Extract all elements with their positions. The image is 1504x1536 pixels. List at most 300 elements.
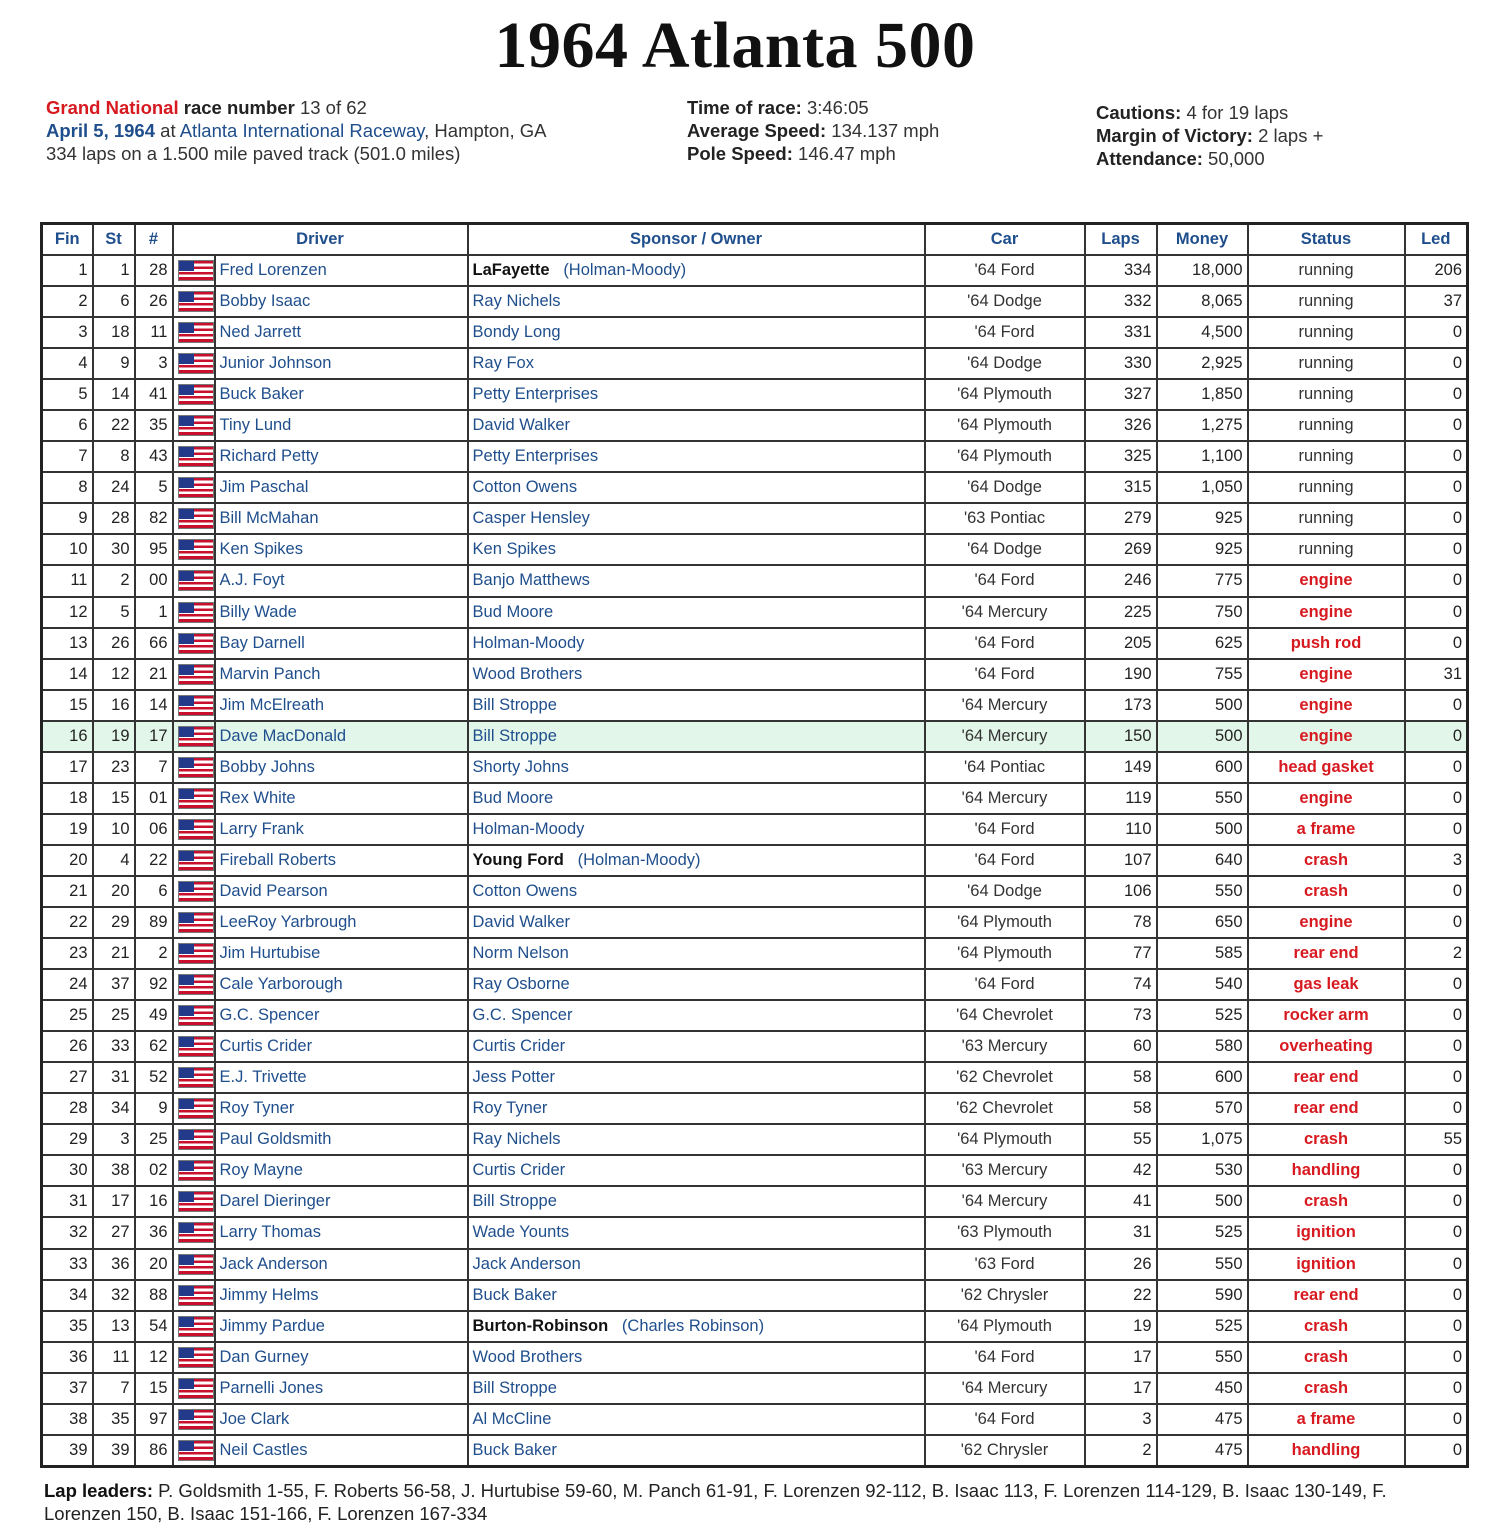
car-cell: '64 Plymouth <box>925 938 1085 969</box>
flag-cell <box>173 286 215 317</box>
status-cell: engine <box>1248 659 1405 690</box>
flag-cell <box>173 597 215 628</box>
sponsor-cell[interactable] <box>468 1373 925 1404</box>
us-flag-icon <box>178 664 214 685</box>
driver-link[interactable]: Billy Wade <box>215 597 468 628</box>
money-cell: 925 <box>1157 503 1248 534</box>
flag-cell <box>173 1093 215 1124</box>
table-row <box>42 814 1468 845</box>
status-cell: crash <box>1248 876 1405 907</box>
laps-cell: 246 <box>1085 565 1157 596</box>
car-cell: '64 Mercury <box>925 597 1085 628</box>
lap-leaders <box>44 1479 1464 1525</box>
header-fin[interactable]: Fin <box>42 224 93 256</box>
sponsor-cell[interactable] <box>468 752 925 783</box>
sponsor-cell[interactable] <box>468 379 925 410</box>
led-cell: 55 <box>1405 1124 1468 1155</box>
laps-cell: 73 <box>1085 1000 1157 1031</box>
car-cell: '64 Dodge <box>925 348 1085 379</box>
sponsor-cell[interactable] <box>468 1031 925 1062</box>
sponsor-cell[interactable] <box>468 597 925 628</box>
money-cell: 600 <box>1157 1062 1248 1093</box>
us-flag-icon <box>178 570 214 591</box>
fin-cell: 5 <box>42 379 93 410</box>
status-cell: running <box>1248 255 1405 286</box>
car-number-cell: 1 <box>135 597 173 628</box>
flag-cell <box>173 1062 215 1093</box>
driver-link[interactable]: Larry Frank <box>215 814 468 845</box>
start-cell: 4 <box>93 845 135 876</box>
status-cell: gas leak <box>1248 969 1405 1000</box>
sponsor-cell[interactable] <box>468 441 925 472</box>
car-number-cell: 97 <box>135 1404 173 1435</box>
laps-cell: 325 <box>1085 441 1157 472</box>
car-number-cell: 16 <box>135 1186 173 1217</box>
sponsor-cell[interactable] <box>468 1280 925 1311</box>
car-cell: '64 Dodge <box>925 876 1085 907</box>
us-flag-icon <box>178 508 214 529</box>
flag-cell <box>173 410 215 441</box>
sponsor-cell[interactable] <box>468 565 925 596</box>
table-row <box>42 472 1468 503</box>
sponsor-cell[interactable] <box>468 534 925 565</box>
driver-link[interactable]: Dave MacDonald <box>215 721 468 752</box>
led-cell: 0 <box>1405 628 1468 659</box>
sponsor-name: Curtis Crider <box>472 1161 566 1180</box>
led-cell: 3 <box>1405 845 1468 876</box>
us-flag-icon <box>178 1067 214 1088</box>
money-cell: 590 <box>1157 1280 1248 1311</box>
driver-link[interactable]: Neil Castles <box>215 1435 468 1467</box>
flag-cell <box>173 628 215 659</box>
sponsor-cell[interactable] <box>468 317 925 348</box>
car-number-cell: 43 <box>135 441 173 472</box>
sponsor-name: Bondy Long <box>472 323 561 342</box>
car-number-cell: 6 <box>135 876 173 907</box>
table-row <box>42 597 1468 628</box>
sponsor-cell[interactable] <box>468 1062 925 1093</box>
car-cell: '64 Ford <box>925 255 1085 286</box>
sponsor-cell[interactable] <box>468 1404 925 1435</box>
car-cell: '64 Ford <box>925 659 1085 690</box>
sponsor-cell[interactable] <box>468 1217 925 1248</box>
driver-link[interactable]: David Pearson <box>215 876 468 907</box>
header-led[interactable]: Led <box>1405 224 1468 256</box>
driver-link[interactable]: Fireball Roberts <box>215 845 468 876</box>
led-cell: 31 <box>1405 659 1468 690</box>
fin-cell: 29 <box>42 1124 93 1155</box>
sponsor-name: Al McCline <box>472 1409 552 1428</box>
sponsor-name: Jack Anderson <box>472 1254 581 1273</box>
led-cell: 0 <box>1405 783 1468 814</box>
fin-cell: 27 <box>42 1062 93 1093</box>
fin-cell: 8 <box>42 472 93 503</box>
start-cell: 17 <box>93 1186 135 1217</box>
start-cell: 3 <box>93 1124 135 1155</box>
status-cell: running <box>1248 410 1405 441</box>
car-cell: '64 Ford <box>925 1342 1085 1373</box>
laps-cell: 173 <box>1085 690 1157 721</box>
sponsor-cell[interactable] <box>468 503 925 534</box>
driver-link[interactable]: Tiny Lund <box>215 410 468 441</box>
driver-link[interactable]: Darel Dieringer <box>215 1186 468 1217</box>
laps-cell: 19 <box>1085 1311 1157 1342</box>
status-cell: running <box>1248 286 1405 317</box>
laps-cell: 2 <box>1085 1435 1157 1467</box>
car-number-cell: 66 <box>135 628 173 659</box>
money-cell: 500 <box>1157 721 1248 752</box>
car-cell: '64 Mercury <box>925 721 1085 752</box>
laps-cell: 17 <box>1085 1373 1157 1404</box>
table-row <box>42 1280 1468 1311</box>
header-status[interactable]: Status <box>1248 224 1405 256</box>
driver-link[interactable]: Ned Jarrett <box>215 317 468 348</box>
flag-cell <box>173 1031 215 1062</box>
us-flag-icon <box>178 633 214 654</box>
fin-cell: 24 <box>42 969 93 1000</box>
status-cell: ignition <box>1248 1217 1405 1248</box>
margin-label: Margin of Victory: <box>1096 125 1253 146</box>
car-number-cell: 95 <box>135 534 173 565</box>
led-cell: 0 <box>1405 410 1468 441</box>
us-flag-icon <box>178 260 214 281</box>
driver-link[interactable]: Jimmy Helms <box>215 1280 468 1311</box>
laps-cell: 330 <box>1085 348 1157 379</box>
sponsor-cell[interactable] <box>468 1249 925 1280</box>
sponsor-name: Roy Tyner <box>472 1099 548 1118</box>
led-cell: 0 <box>1405 503 1468 534</box>
driver-link[interactable]: Larry Thomas <box>215 1217 468 1248</box>
us-flag-icon <box>178 757 214 778</box>
sponsor-cell[interactable] <box>468 410 925 441</box>
money-cell: 500 <box>1157 1186 1248 1217</box>
us-flag-icon <box>178 353 214 374</box>
flag-cell <box>173 1435 215 1467</box>
header-car[interactable]: Car <box>925 224 1085 256</box>
table-row <box>42 379 1468 410</box>
sponsor-name: Holman-Moody <box>472 819 585 838</box>
table-row <box>42 534 1468 565</box>
sponsor-cell[interactable] <box>468 472 925 503</box>
car-cell: '64 Plymouth <box>925 907 1085 938</box>
fin-cell: 34 <box>42 1280 93 1311</box>
status-cell: engine <box>1248 721 1405 752</box>
driver-link[interactable]: Paul Goldsmith <box>215 1124 468 1155</box>
driver-link[interactable]: Ken Spikes <box>215 534 468 565</box>
car-number-cell: 92 <box>135 969 173 1000</box>
driver-link[interactable]: Dan Gurney <box>215 1342 468 1373</box>
sponsor-name: Bud Moore <box>472 788 554 807</box>
table-row <box>42 628 1468 659</box>
us-flag-icon <box>178 384 214 405</box>
driver-link[interactable]: Cale Yarborough <box>215 969 468 1000</box>
table-row <box>42 286 1468 317</box>
laps-cell: 107 <box>1085 845 1157 876</box>
venue-link[interactable]: Atlanta International Raceway <box>179 120 425 141</box>
driver-link[interactable]: Jimmy Pardue <box>215 1311 468 1342</box>
led-cell: 0 <box>1405 1155 1468 1186</box>
pole-label: Pole Speed: <box>687 143 793 164</box>
fin-cell: 16 <box>42 721 93 752</box>
driver-link[interactable]: Curtis Crider <box>215 1031 468 1062</box>
attendance-value: 50,000 <box>1208 148 1265 169</box>
sponsor-cell[interactable] <box>468 286 925 317</box>
flag-cell <box>173 938 215 969</box>
car-number-cell: 3 <box>135 348 173 379</box>
sponsor-cell[interactable] <box>468 876 925 907</box>
header-laps[interactable]: Laps <box>1085 224 1157 256</box>
flag-cell <box>173 379 215 410</box>
start-cell: 2 <box>93 565 135 596</box>
start-cell: 10 <box>93 814 135 845</box>
money-cell: 550 <box>1157 876 1248 907</box>
sponsor-cell[interactable] <box>468 1186 925 1217</box>
sponsor-cell[interactable] <box>468 938 925 969</box>
driver-link[interactable]: LeeRoy Yarbrough <box>215 907 468 938</box>
car-number-cell: 22 <box>135 845 173 876</box>
car-number-cell: 00 <box>135 565 173 596</box>
car-cell: '63 Ford <box>925 1249 1085 1280</box>
led-cell: 0 <box>1405 1249 1468 1280</box>
us-flag-icon <box>178 1378 214 1399</box>
sponsor-cell[interactable] <box>468 907 925 938</box>
flag-cell <box>173 721 215 752</box>
money-cell: 2,925 <box>1157 348 1248 379</box>
fin-cell: 11 <box>42 565 93 596</box>
money-cell: 450 <box>1157 1373 1248 1404</box>
status-cell: crash <box>1248 1342 1405 1373</box>
start-cell: 29 <box>93 907 135 938</box>
time-label: Time of race: <box>687 97 802 118</box>
series-link[interactable]: Grand National <box>46 97 179 118</box>
status-cell: crash <box>1248 1186 1405 1217</box>
header-sponsor[interactable]: Sponsor / Owner <box>468 224 925 256</box>
sponsor-name: Wade Younts <box>472 1223 570 1242</box>
sponsor-cell[interactable] <box>468 659 925 690</box>
car-cell: '62 Chevrolet <box>925 1093 1085 1124</box>
owner-name[interactable]: (Charles Robinson) <box>621 1316 765 1335</box>
table-row <box>42 1186 1468 1217</box>
fin-cell: 21 <box>42 876 93 907</box>
owner-name[interactable]: (Holman-Moody) <box>563 261 687 280</box>
sponsor-cell[interactable] <box>468 721 925 752</box>
driver-link[interactable]: Buck Baker <box>215 379 468 410</box>
sponsor-name: Casper Hensley <box>472 509 590 528</box>
driver-link[interactable]: Richard Petty <box>215 441 468 472</box>
driver-link[interactable]: Jim Hurtubise <box>215 938 468 969</box>
race-info-mid <box>687 96 939 165</box>
laps-cell: 3 <box>1085 1404 1157 1435</box>
us-flag-icon <box>178 974 214 995</box>
sponsor-name: Banjo Matthews <box>472 571 590 590</box>
driver-link[interactable]: A.J. Foyt <box>215 565 468 596</box>
car-cell: '64 Ford <box>925 969 1085 1000</box>
driver-link[interactable]: Parnelli Jones <box>215 1373 468 1404</box>
money-cell: 525 <box>1157 1217 1248 1248</box>
sponsor-cell[interactable] <box>468 1311 925 1342</box>
table-row <box>42 1217 1468 1248</box>
flag-cell <box>173 1155 215 1186</box>
led-cell: 0 <box>1405 534 1468 565</box>
header-money[interactable]: Money <box>1157 224 1248 256</box>
header-driver[interactable]: Driver <box>173 224 468 256</box>
sponsor-cell[interactable] <box>468 845 925 876</box>
car-cell: '64 Plymouth <box>925 410 1085 441</box>
start-cell: 12 <box>93 659 135 690</box>
start-cell: 16 <box>93 690 135 721</box>
status-cell: running <box>1248 317 1405 348</box>
sponsor-cell[interactable] <box>468 969 925 1000</box>
laps-cell: 110 <box>1085 814 1157 845</box>
status-cell: handling <box>1248 1435 1405 1467</box>
driver-link[interactable]: Bobby Johns <box>215 752 468 783</box>
start-cell: 38 <box>93 1155 135 1186</box>
car-number-cell: 17 <box>135 721 173 752</box>
laps-cell: 26 <box>1085 1249 1157 1280</box>
table-row <box>42 1342 1468 1373</box>
sponsor-cell[interactable] <box>468 1155 925 1186</box>
driver-link[interactable]: Marvin Panch <box>215 659 468 690</box>
money-cell: 570 <box>1157 1093 1248 1124</box>
start-cell: 30 <box>93 534 135 565</box>
flag-cell <box>173 1373 215 1404</box>
car-number-cell: 2 <box>135 938 173 969</box>
led-cell: 0 <box>1405 1342 1468 1373</box>
flag-cell <box>173 876 215 907</box>
driver-link[interactable]: E.J. Trivette <box>215 1062 468 1093</box>
sponsor-name: David Walker <box>472 913 571 931</box>
start-cell: 37 <box>93 969 135 1000</box>
status-cell: running <box>1248 472 1405 503</box>
money-cell: 1,100 <box>1157 441 1248 472</box>
money-cell: 525 <box>1157 1000 1248 1031</box>
money-cell: 775 <box>1157 565 1248 596</box>
flag-cell <box>173 814 215 845</box>
race-date[interactable]: April 5, 1964 <box>46 120 156 141</box>
fin-cell: 7 <box>42 441 93 472</box>
us-flag-icon <box>178 1036 214 1057</box>
laps-cell: 269 <box>1085 534 1157 565</box>
car-cell: '62 Chrysler <box>925 1435 1085 1467</box>
laps-cell: 334 <box>1085 255 1157 286</box>
fin-cell: 26 <box>42 1031 93 1062</box>
sponsor-cell[interactable] <box>468 1124 925 1155</box>
sponsor-name: Norm Nelson <box>472 944 569 963</box>
driver-link[interactable]: Jim Paschal <box>215 472 468 503</box>
us-flag-icon <box>178 850 214 871</box>
money-cell: 4,500 <box>1157 317 1248 348</box>
us-flag-icon <box>178 1129 214 1150</box>
laps-cell: 190 <box>1085 659 1157 690</box>
table-row <box>42 752 1468 783</box>
results-table <box>40 222 1469 1468</box>
sponsor-cell[interactable] <box>468 1435 925 1467</box>
laps-cell: 22 <box>1085 1280 1157 1311</box>
sponsor-cell[interactable] <box>468 628 925 659</box>
car-number-cell: 26 <box>135 286 173 317</box>
flag-cell <box>173 348 215 379</box>
sponsor-name: Petty Enterprises <box>472 385 599 404</box>
fin-cell: 12 <box>42 597 93 628</box>
car-cell: '64 Mercury <box>925 690 1085 721</box>
laps-cell: 41 <box>1085 1186 1157 1217</box>
driver-link[interactable]: Fred Lorenzen <box>215 255 468 286</box>
sponsor-name: Bill Stroppe <box>472 695 557 714</box>
driver-link[interactable]: G.C. Spencer <box>215 1000 468 1031</box>
us-flag-icon <box>178 943 214 964</box>
driver-link[interactable]: Junior Johnson <box>215 348 468 379</box>
fin-cell: 19 <box>42 814 93 845</box>
driver-link[interactable]: Bill McMahan <box>215 503 468 534</box>
us-flag-icon <box>178 477 214 498</box>
driver-link[interactable]: Bay Darnell <box>215 628 468 659</box>
sponsor-name: David Walker <box>472 416 571 435</box>
money-cell: 540 <box>1157 969 1248 1000</box>
sponsor-cell[interactable] <box>468 348 925 379</box>
laps-cell: 106 <box>1085 876 1157 907</box>
driver-link[interactable]: Roy Mayne <box>215 1155 468 1186</box>
car-cell: '64 Ford <box>925 845 1085 876</box>
car-cell: '64 Dodge <box>925 286 1085 317</box>
sponsor-name: Ray Nichels <box>472 292 561 311</box>
us-flag-icon <box>178 1254 214 1275</box>
money-cell: 8,065 <box>1157 286 1248 317</box>
led-cell: 0 <box>1405 1311 1468 1342</box>
car-number-cell: 52 <box>135 1062 173 1093</box>
money-cell: 550 <box>1157 1249 1248 1280</box>
led-cell: 2 <box>1405 938 1468 969</box>
fin-cell: 28 <box>42 1093 93 1124</box>
fin-cell: 38 <box>42 1404 93 1435</box>
sponsor-cell[interactable] <box>468 255 925 286</box>
led-cell: 0 <box>1405 597 1468 628</box>
driver-link[interactable]: Rex White <box>215 783 468 814</box>
sponsor-cell[interactable] <box>468 783 925 814</box>
driver-link[interactable]: Jack Anderson <box>215 1249 468 1280</box>
laps-cell: 60 <box>1085 1031 1157 1062</box>
driver-link[interactable]: Joe Clark <box>215 1404 468 1435</box>
led-cell: 0 <box>1405 969 1468 1000</box>
owner-name[interactable]: (Holman-Moody) <box>577 850 701 869</box>
flag-cell <box>173 503 215 534</box>
us-flag-icon <box>178 322 214 343</box>
sponsor-name: Burton-Robinson <box>472 1316 609 1335</box>
driver-link[interactable]: Jim McElreath <box>215 690 468 721</box>
sponsor-cell[interactable] <box>468 814 925 845</box>
car-number-cell: 49 <box>135 1000 173 1031</box>
sponsor-cell[interactable] <box>468 1342 925 1373</box>
led-cell: 0 <box>1405 1404 1468 1435</box>
status-cell: engine <box>1248 565 1405 596</box>
driver-link[interactable]: Roy Tyner <box>215 1093 468 1124</box>
sponsor-cell[interactable] <box>468 1093 925 1124</box>
sponsor-name: Ray Osborne <box>472 975 570 994</box>
sponsor-cell[interactable] <box>468 690 925 721</box>
car-cell: '64 Ford <box>925 565 1085 596</box>
flag-cell <box>173 1186 215 1217</box>
header-st[interactable]: St <box>93 224 135 256</box>
car-number-cell: 54 <box>135 1311 173 1342</box>
sponsor-cell[interactable] <box>468 1000 925 1031</box>
laps-cell: 205 <box>1085 628 1157 659</box>
start-cell: 8 <box>93 441 135 472</box>
start-cell: 14 <box>93 379 135 410</box>
table-row <box>42 503 1468 534</box>
laps-cell: 42 <box>1085 1155 1157 1186</box>
header-number[interactable]: # <box>135 224 173 256</box>
flag-cell <box>173 659 215 690</box>
driver-link[interactable]: Bobby Isaac <box>215 286 468 317</box>
